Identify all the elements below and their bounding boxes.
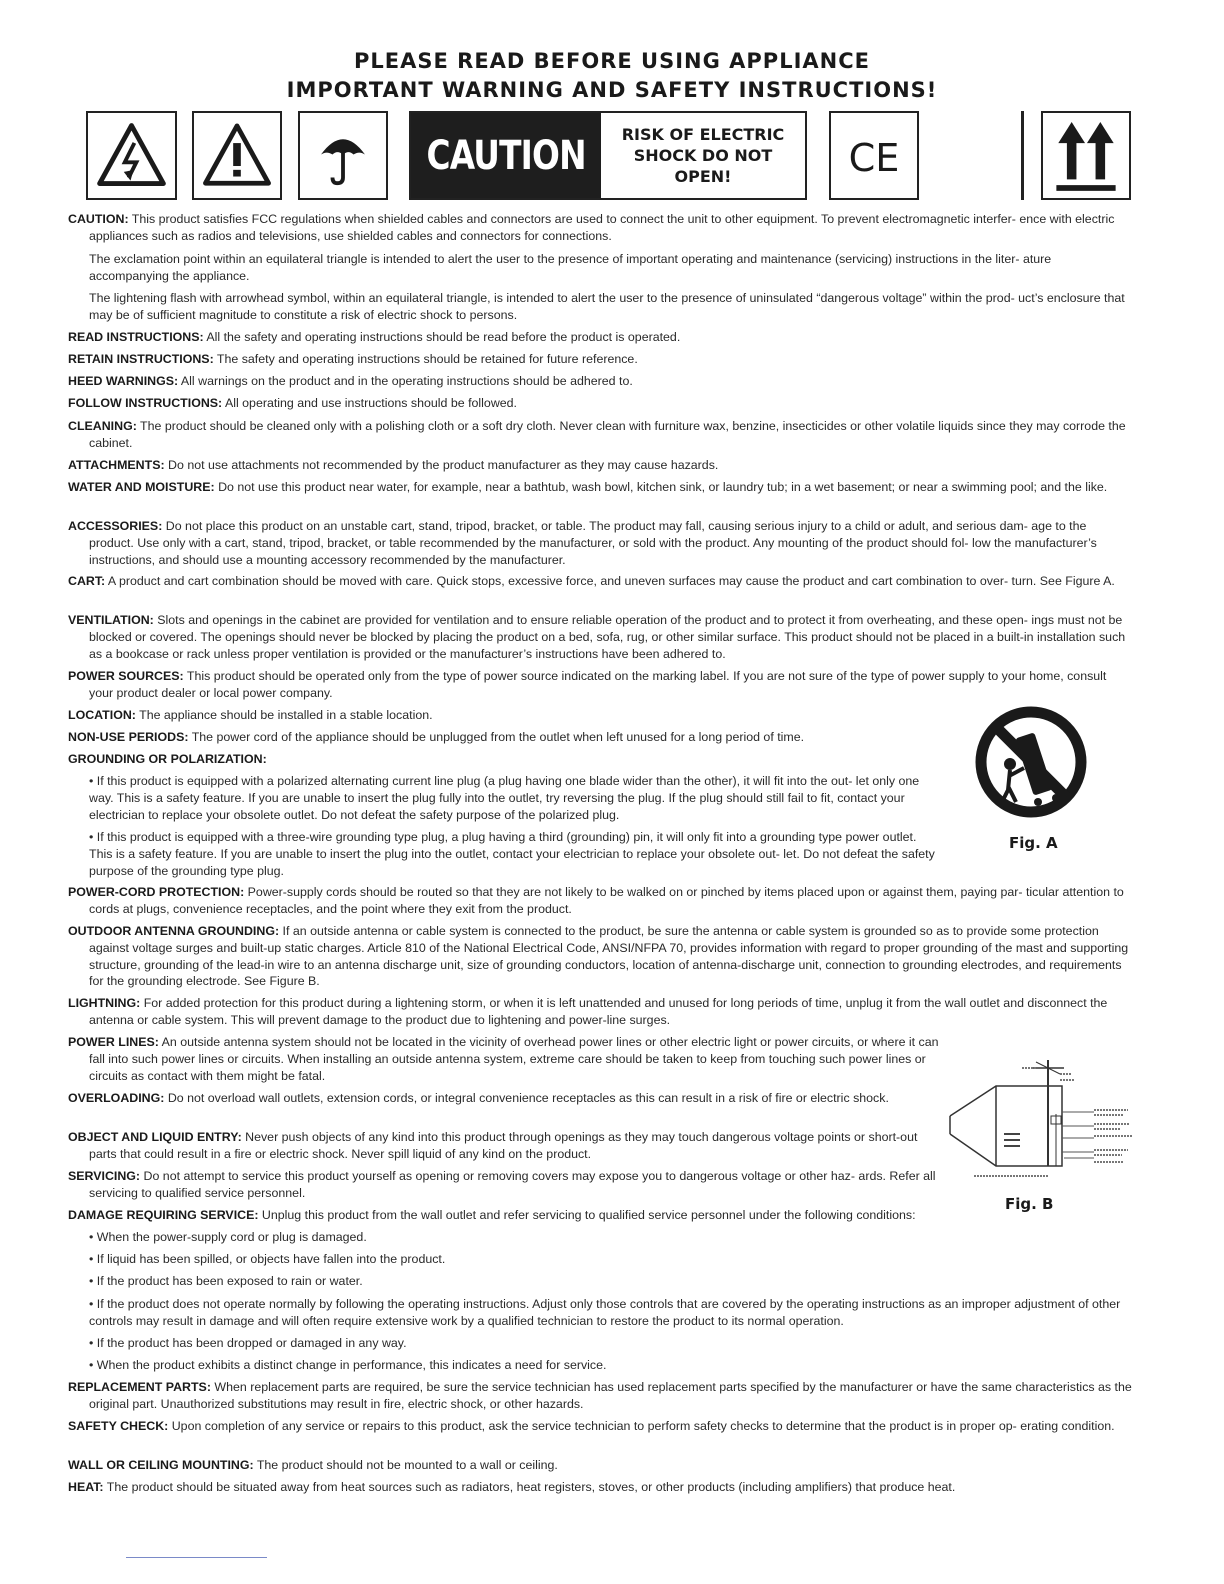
risk-line-3: OPEN! xyxy=(674,167,732,186)
section-lightning: LIGHTNING: For added protection for this product during a lightening storm, or when it is left unattended and unused for long periods of time, unplug it from the wall outlet and disconnect the antenna or cable system. This will prevent damage to the product due to lightening and power-line surges. xyxy=(68,996,1108,1027)
section-replacement-parts: REPLACEMENT PARTS: When replacement parts are required, be sure the service technician has used replacement parts specified by the manufacturer or have the same characteristics as the original part. Unauthorized substitutions may result in fire, electric shock, or other hazards. xyxy=(68,1380,1132,1411)
section-retain-instructions: RETAIN INSTRUCTIONS: The safety and operating instructions should be retained for future reference. xyxy=(68,352,638,366)
section-location: LOCATION: The appliance should be installed in a stable location. xyxy=(68,708,433,722)
section-damage-requiring-service: DAMAGE REQUIRING SERVICE: Unplug this product from the wall outlet and refer servicing to qualified service personnel under the following conditions: xyxy=(68,1208,916,1222)
damage-bullet-5: • If the product has been dropped or damaged in any way. xyxy=(89,1336,407,1350)
section-follow-instructions: FOLLOW INSTRUCTIONS: All operating and use instructions should be followed. xyxy=(68,396,517,410)
section-water-moisture: WATER AND MOISTURE: Do not use this product near water, for example, near a bathtub, wash bowl, kitchen sink, or laundry tub; in a wet basement; or near a swimming pool; and the like. xyxy=(68,480,1108,494)
section-power-sources: POWER SOURCES: This product should be operated only from the type of power source indicated on the marking label. If you are not sure of the type of power supply to your home, consult your product dealer or local power company. xyxy=(68,669,1107,700)
ce-mark-text: CE xyxy=(848,136,900,181)
exclamation-triangle-icon xyxy=(192,111,282,200)
section-cleaning: CLEANING: The product should be cleaned only with a polishing cloth or a soft dry cloth. Never clean with furniture wax, benzine, insecticides or other volatile liquids since they may corrode the cabinet. xyxy=(68,419,1126,450)
risk-line-1: RISK OF ELECTRIC xyxy=(621,125,785,144)
section-cart: CART: A product and cart combination should be moved with care. Quick stops, excessive force, and uneven surfaces may cause the product and cart combination to over- turn. See Figure A. xyxy=(68,574,1115,588)
this-way-up-arrows-icon xyxy=(1041,111,1131,200)
exclamation-explanation: The exclamation point within an equilateral triangle is intended to alert the user to the presence of important operating and maintenance (servicing) instructions in the liter- ature accompanying the appliance. xyxy=(89,252,1052,283)
section-caution: CAUTION: This product satisfies FCC regulations when shielded cables and connectors are used to connect the unit to other equipment. To prevent electromagnetic interfer- ence with electric appliances such as radios and televisions, use shielded cables and connectors for connections. xyxy=(68,212,1115,243)
section-heat: HEAT: The product should be situated away from heat sources such as radiators, heat registers, stoves, or other products (including amplifiers) that produce heat. xyxy=(68,1480,956,1494)
section-object-liquid-entry: OBJECT AND LIQUID ENTRY: Never push objects of any kind into this product through openings as they may touch dangerous voltage points or short-out parts that could result in a fire or electric shock. Never spill liquid of any kind on the product. xyxy=(68,1130,918,1161)
section-wall-ceiling-mounting: WALL OR CEILING MOUNTING: The product should not be mounted to a wall or ceiling. xyxy=(68,1458,558,1472)
grounding-bullet-2: • If this product is equipped with a three-wire grounding type plug, a plug having a third (grounding) pin, it will only fit into a grounding type power outlet. This is a safety feature. If you are unable to insert the plug into the outlet, contact your electrician to replace your obsolete out- let. Do not defeat the safety purpose of the grounding type plug. xyxy=(89,830,935,878)
umbrella-icon xyxy=(298,111,388,200)
section-heed-warnings: HEED WARNINGS: All warnings on the product and in the operating instructions should be adhered to. xyxy=(68,374,633,388)
caution-block xyxy=(411,113,601,198)
section-read-instructions: READ INSTRUCTIONS: All the safety and operating instructions should be read before the product is operated. xyxy=(68,330,681,344)
risk-of-shock-text xyxy=(601,113,805,198)
section-attachments: ATTACHMENTS: Do not use attachments not recommended by the product manufacturer as they may cause hazards. xyxy=(68,458,719,472)
section-power-lines: POWER LINES: An outside antenna system should not be located in the vicinity of overhead power lines or other electric light or power circuits, or where it can fall into such power lines or circuits. When installing an outside antenna system, extreme care should be taken to keep from touching such power lines or circuits as contact with them might be fatal. xyxy=(68,1035,939,1083)
lightening-explanation: The lightening flash with arrowhead symbol, within an equilateral triangle, is intended to alert the user to the presence of uninsulated “dangerous voltage” within the prod- uct’s enclosure that may be of sufficient magnitude to constitute a risk of electric shock to persons. xyxy=(89,291,1125,322)
figure-a-label: Fig. A xyxy=(1009,834,1058,852)
section-ventilation: VENTILATION: Slots and openings in the cabinet are provided for ventilation and to ensure reliable operation of the product and to protect it from overheating, and these open- ings must not be blocked or covered. The openings should never be blocked by placing the product on a bed, sofa, rug, or other similar surface. This product should not be placed in a built-in installation such as a bookcase or rack unless proper ventilation is provided or the manufacturer’s instructions have been adhered to. xyxy=(68,613,1126,661)
grounding-bullet-1: • If this product is equipped with a polarized alternating current line plug (a plug having one blade wider than the other), it will fit into the out- let only one way. This is a safety feature. If you are unable to insert the plug fully into the outlet, try reversing the plug. If the plug should still fail to fit, contact your electrician to replace your obsolete outlet. Do not defeat the safety purpose of the polarized plug. xyxy=(89,774,920,822)
figure-b-antenna-grounding-diagram xyxy=(944,1054,1136,1184)
damage-bullet-6: • When the product exhibits a distinct change in performance, this indicates a need for service. xyxy=(89,1358,607,1372)
caution-word: CAUTION xyxy=(426,132,586,179)
damage-bullet-2: • If liquid has been spilled, or objects have fallen into the product. xyxy=(89,1252,446,1266)
damage-bullet-4: • If the product does not operate normally by following the operating instructions. Adjust only those controls that are covered by the operating instructions as an improper adjustment of other controls may result in damage and will often require extensive work by a qualified technician to restore the product to its normal operation. xyxy=(89,1297,1121,1328)
figure-a-cart-tipping-icon xyxy=(968,706,1098,821)
section-accessories: ACCESSORIES: Do not place this product on an unstable cart, stand, tripod, bracket, or table. The product may fall, causing serious injury to a child or adult, and serious dam- age to the product. Use only with a cart, stand, tripod, bracket, or table recommended by the manufacturer, or sold with the product. Any mounting of the product should fol- low the manufacturer’s instructions, and should use a mounting accessory recommended by the manufacturer. xyxy=(68,519,1097,567)
section-power-cord-protection: POWER-CORD PROTECTION: Power-supply cords should be routed so that they are not likely to be walked on or pinched by items placed upon or against them, paying par- ticular attention to cords at plugs, convenience receptacles, and the point where they exit from the product. xyxy=(68,885,1124,916)
damage-bullet-1: • When the power-supply cord or plug is damaged. xyxy=(89,1230,367,1244)
title-line-1: PLEASE READ BEFORE USING APPLIANCE xyxy=(354,49,870,73)
section-overloading: OVERLOADING: Do not overload wall outlets, extension cords, or integral convenience receptacles as this can result in a risk of fire or electric shock. xyxy=(68,1091,889,1105)
section-grounding: GROUNDING OR POLARIZATION: xyxy=(68,752,267,766)
section-outdoor-antenna: OUTDOOR ANTENNA GROUNDING: If an outside antenna or cable system is connected to the product, be sure the antenna or cable system is grounded so as to provide some protection against voltage surges and built-up static charges. Article 810 of the National Electrical Code, ANSI/NFPA 70, provides information with regard to proper grounding of the mast and supporting structure, grounding of the lead-in wire to an antenna discharge unit, size of grounding conductors, location of antenna-discharge unit, connection to grounding electrodes, and requirements for the grounding electrode. See Figure B. xyxy=(68,924,1129,989)
damage-bullet-3: • If the product has been exposed to rain or water. xyxy=(89,1274,363,1288)
risk-line-2: SHOCK DO NOT xyxy=(633,146,773,165)
section-servicing: SERVICING: Do not attempt to service this product yourself as opening or removing covers may expose you to dangerous voltage or other haz- ards. Refer all servicing to qualified service personnel. xyxy=(68,1169,936,1200)
ce-mark-icon xyxy=(829,111,919,200)
caution-label xyxy=(409,111,807,200)
divider-line xyxy=(1021,111,1024,200)
figure-b-label: Fig. B xyxy=(1005,1195,1054,1213)
section-safety-check: SAFETY CHECK: Upon completion of any service or repairs to this product, ask the service technician to perform safety checks to determine that the product is in proper op- erating condition. xyxy=(68,1419,1115,1433)
footer-rule xyxy=(126,1557,267,1558)
lightning-flash-triangle-icon xyxy=(86,111,177,200)
title-line-2: IMPORTANT WARNING AND SAFETY INSTRUCTIONS! xyxy=(286,78,938,102)
section-non-use-periods: NON-USE PERIODS: The power cord of the appliance should be unplugged from the outlet when left unused for a long period of time. xyxy=(68,730,805,744)
